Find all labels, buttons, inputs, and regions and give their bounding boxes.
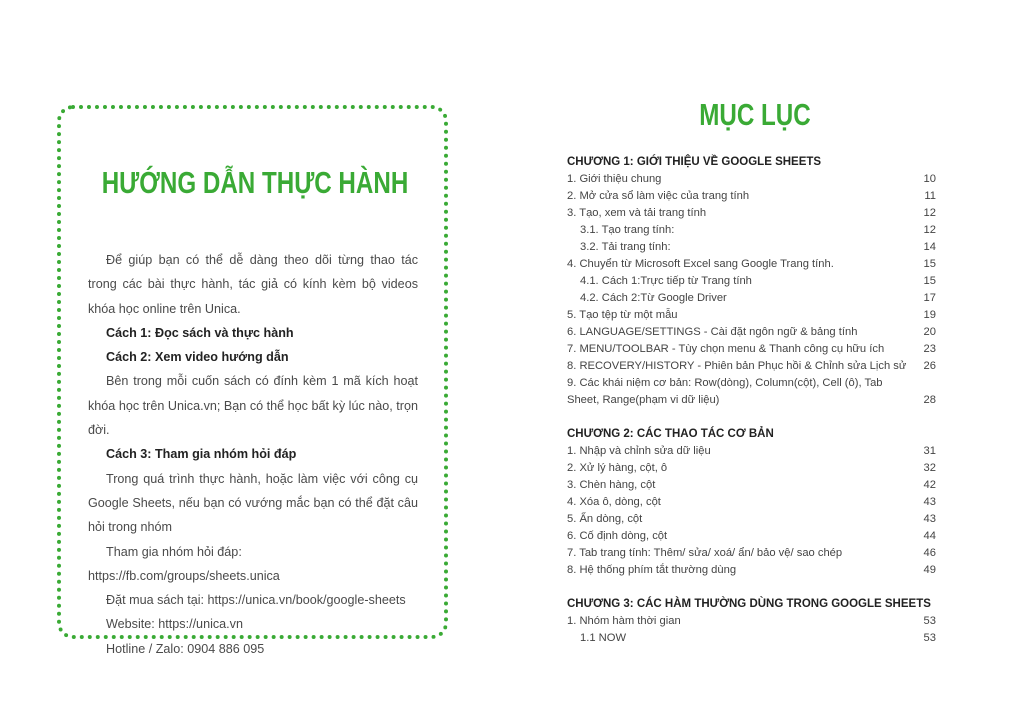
toc-entry-label: 5. Tạo tệp từ một mẫu — [567, 309, 678, 321]
toc-title: MỤC LỤC — [699, 97, 811, 132]
toc-entry-page: 31 — [923, 445, 936, 457]
toc-entry-label: 6. Cố định dòng, cột — [567, 530, 668, 542]
toc-entry-label: 4. Xóa ô, dòng, cột — [567, 496, 661, 508]
toc-entry — [567, 494, 936, 511]
toc-entry — [567, 630, 936, 647]
toc-entry-label: 2. Mở cửa sổ làm việc của trang tính — [567, 190, 750, 202]
toc-entry-label: 3.2. Tải trang tính: — [580, 241, 671, 253]
toc-entry — [567, 307, 936, 324]
toc-entry — [567, 205, 936, 222]
toc-entry — [567, 545, 936, 562]
toc-entry-page: 12 — [923, 207, 936, 219]
website: Website: https://unica.vn — [106, 617, 243, 632]
toc-entry — [567, 222, 936, 239]
toc-entry-label: 4. Chuyển từ Microsoft Excel sang Google Trang tính. — [567, 258, 834, 270]
toc-entry-page: 10 — [923, 173, 936, 185]
intro-text: Để giúp bạn có thể dễ dàng theo dõi từng thao tác trong các bài thực hành, tác giả có kính kèm bộ videos khóa học online trên Unica. — [88, 253, 418, 316]
toc-entry-page: 32 — [923, 462, 936, 474]
toc-entry-label: 9. Các khái niệm cơ bản: Row(dòng), Column(cột), Cell (ô), Tab Sheet, Range(phạm vi dữ liệu) — [567, 377, 883, 406]
toc-entry — [567, 375, 936, 409]
spacer — [567, 579, 936, 596]
toc-entry-page: 43 — [923, 513, 936, 525]
toc-entry-label: 7. MENU/TOOLBAR - Tùy chọn menu & Thanh công cụ hữu ích — [567, 343, 885, 355]
toc-entry — [567, 443, 936, 460]
toc-entry-page: 20 — [923, 326, 936, 338]
toc-entry-page: 49 — [923, 564, 936, 576]
toc-entry-page: 15 — [923, 258, 936, 270]
toc-entry-page: 23 — [923, 343, 936, 355]
chapter-heading: CHƯƠNG 2: CÁC THAO TÁC CƠ BẢN — [567, 428, 774, 440]
toc-entry-page: 53 — [923, 632, 936, 644]
buy-link: Đặt mua sách tại: https://unica.vn/book/google-sheets — [106, 593, 406, 608]
spacer — [567, 409, 936, 426]
toc-entry-label: 7. Tab trang tính: Thêm/ sửa/ xoá/ ẩn/ bảo vệ/ sao chép — [567, 547, 843, 559]
toc-entry — [567, 511, 936, 528]
toc-entry-page: 11 — [924, 190, 936, 202]
toc-entry-page: 43 — [923, 496, 936, 508]
method-3-text: Trong quá trình thực hành, hoặc làm việc với công cụ Google Sheets, nếu bạn có vướng mắc bạn có thể đặt câu hỏi trong nhóm — [88, 471, 418, 535]
toc-entry — [567, 613, 936, 630]
toc-entry — [567, 171, 936, 188]
toc-entry-label: 8. RECOVERY/HISTORY - Phiên bản Phục hồi & Chỉnh sửa Lịch sử — [567, 360, 907, 372]
toc-entry — [567, 188, 936, 205]
toc-entry — [567, 324, 936, 341]
toc-entry-label: 5. Ẩn dòng, cột — [567, 513, 643, 525]
toc-entry-label: 6. LANGUAGE/SETTINGS - Cài đặt ngôn ngữ & bảng tính — [567, 326, 858, 338]
hotline: Hotline / Zalo: 0904 886 095 — [106, 641, 265, 656]
toc-entry-page: 42 — [923, 479, 936, 491]
toc-entry-label: 1. Nhóm hàm thời gian — [567, 615, 681, 627]
chapter-heading: CHƯƠNG 3: CÁC HÀM THƯỜNG DÙNG TRONG GOOGLE SHEETS — [567, 598, 931, 610]
toc-entry-page: 15 — [923, 275, 936, 287]
method-2: Cách 2: Xem video hướng dẫn — [106, 350, 289, 365]
toc-entry-page: 44 — [923, 530, 936, 542]
group-link: Tham gia nhóm hỏi đáp: https://fb.com/groups/sheets.unica — [88, 544, 280, 583]
toc-entry-page: 46 — [923, 547, 936, 559]
toc-entry-label: 3. Tạo, xem và tải trang tính — [567, 207, 707, 219]
guide-title: HƯỚNG DẪN THỰC HÀNH — [101, 165, 409, 200]
toc-entry — [567, 528, 936, 545]
toc-entry — [567, 256, 936, 273]
guide-body — [88, 248, 418, 661]
toc-entry — [567, 358, 936, 375]
toc-entry — [567, 273, 936, 290]
toc-entry — [567, 239, 936, 256]
toc-entry-page: 53 — [923, 615, 936, 627]
toc-entry-page: 12 — [923, 224, 936, 236]
method-1: Cách 1: Đọc sách và thực hành — [106, 325, 294, 340]
toc-entry-page: 17 — [923, 292, 936, 304]
toc-entry-page: 19 — [923, 309, 936, 321]
toc-entry — [567, 341, 936, 358]
toc-entry — [567, 562, 936, 579]
toc-entry-label: 4.2. Cách 2:Từ Google Driver — [580, 292, 727, 304]
toc-entry-page: 26 — [923, 360, 936, 372]
toc-entry — [567, 290, 936, 307]
method-2-text: Bên trong mỗi cuốn sách có đính kèm 1 mã kích hoạt khóa học trên Unica.vn; Bạn có thể học bất kỳ lúc nào, trọn đời. — [88, 374, 418, 438]
toc-entry-label: 8. Hệ thống phím tắt thường dùng — [567, 564, 737, 576]
toc-entry — [567, 477, 936, 494]
toc-entry-label: 3.1. Tạo trang tính: — [580, 224, 675, 236]
toc-entry-page: 14 — [923, 241, 936, 253]
toc-entry-label: 2. Xử lý hàng, cột, ô — [567, 462, 668, 474]
toc-entry — [567, 460, 936, 477]
toc-entry-label: 1. Giới thiệu chung — [567, 173, 662, 185]
toc-entry-label: 1. Nhập và chỉnh sửa dữ liệu — [567, 445, 711, 457]
chapter-heading: CHƯƠNG 1: GIỚI THIỆU VỀ GOOGLE SHEETS — [567, 156, 822, 168]
toc-entry-label: 1.1 NOW — [580, 632, 627, 644]
toc-entry-label: 3. Chèn hàng, cột — [567, 479, 656, 491]
toc-entry-label: 4.1. Cách 1:Trực tiếp từ Trang tính — [580, 275, 752, 287]
method-3: Cách 3: Tham gia nhóm hỏi đáp — [106, 447, 297, 462]
table-of-contents — [567, 154, 936, 647]
toc-entry-page: 28 — [923, 394, 936, 406]
